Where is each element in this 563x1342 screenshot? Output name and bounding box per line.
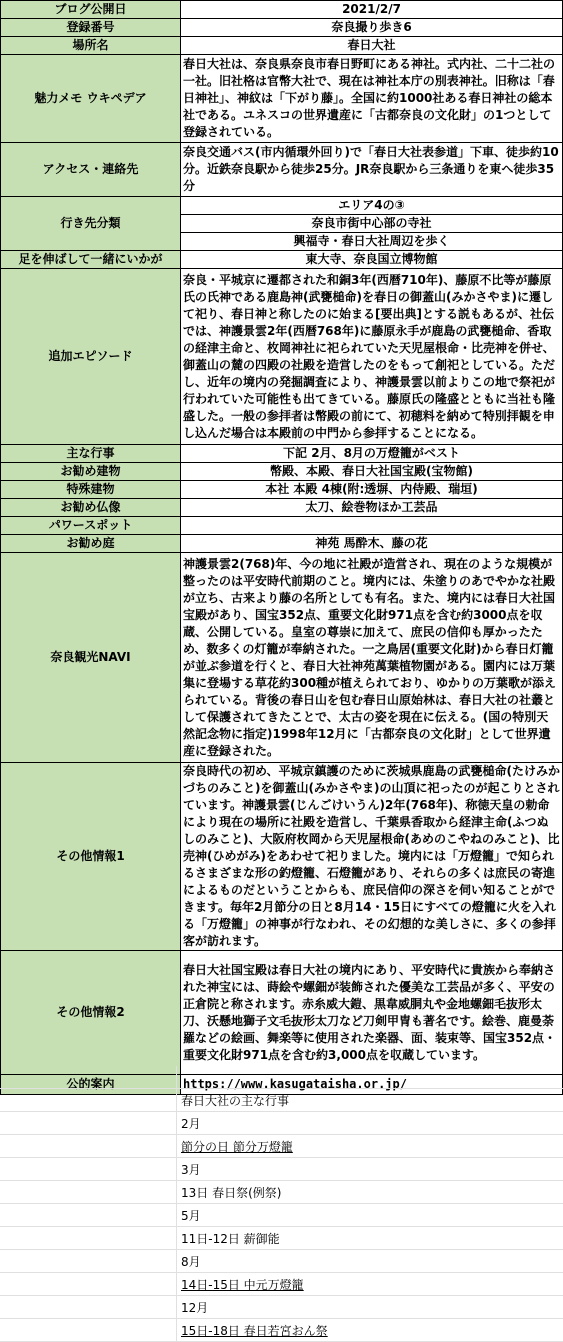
event-text: 14日-15日 中元万燈籠 xyxy=(181,1278,304,1292)
info-row xyxy=(1,1,563,19)
info-value: 奈良撮り歩き6 xyxy=(181,19,563,37)
info-value: 太刀、絵巻物ほか工芸品 xyxy=(181,499,563,517)
event-text: 11日-12日 薪御能 xyxy=(181,1232,280,1246)
info-value: 奈良交通バス(市内循環外回り)で「春日大社表参道」下車、徒歩約10分。近鉄奈良駅から徒歩25分。JR奈良駅から三条通りを東へ徒歩35分 xyxy=(181,143,563,197)
info-label: 足を伸ばして一緒にいかが xyxy=(1,251,181,269)
event-row xyxy=(0,1089,563,1112)
info-row xyxy=(1,251,563,269)
info-row xyxy=(1,37,563,55)
info-label: 魅力メモ ウキペデア xyxy=(1,55,181,143)
event-row xyxy=(0,1319,563,1342)
info-row xyxy=(1,19,563,37)
official-url[interactable]: https://www.kasugataisha.or.jp/ xyxy=(181,1075,563,1095)
info-value: 奈良市街中心部の寺社 xyxy=(181,215,563,233)
info-row xyxy=(1,763,563,951)
info-row xyxy=(1,517,563,535)
event-text: 2月 xyxy=(181,1117,201,1131)
info-label: 奈良観光NAVI xyxy=(1,553,181,763)
info-label: 主な行事 xyxy=(1,445,181,463)
info-row xyxy=(1,143,563,197)
info-label: お勧め庭 xyxy=(1,535,181,553)
event-row xyxy=(0,1227,563,1250)
info-value: 奈良時代の初め、平城京鎮護のために茨城県鹿島の武甕槌命(たけみかづちのみこと)を御蓋山(みかさやま)の山頂に祀ったのが起こりとされています。神護景雲(じんごけいうん)2年(768年)、称徳天皇の勅命により現在の場所に社殿を造営し、千葉県香取から経津主命(ふつぬしのみこと)、大阪府枚岡から天児屋根命(あめのこやねのみこと)、比売神(ひめがみ)をあわせて祀りました。境内には「万燈籠」で知られるさまざまな形の釣燈籠、石燈籠があり、それらの多くは庶民の寄進によるものだということからも、庶民信仰の深さを伺い知ることができます。毎年2月節分の日と8月14・15日にすべての燈籠に火を入れる「万燈籠」の神事が行なわれ、その幻想的な美しさに、多くの参拝客が訪れます。 xyxy=(181,763,563,951)
event-row xyxy=(0,1204,563,1227)
event-text: 12月 xyxy=(181,1301,209,1315)
info-row xyxy=(1,553,563,763)
info-value: 下記 2月、8月の万燈籠がベスト xyxy=(181,445,563,463)
info-label: 特殊建物 xyxy=(1,481,181,499)
info-value: 奈良・平城京に遷都された和銅3年(西暦710年)、藤原不比等が藤原氏の氏神である鹿島神(武甕槌命)を春日の御蓋山(みかさやま)に遷して祀り、春日神と称したのに始まる[要出典]とする説もあるが、社伝では、神護景雲2年(西暦768年)に藤原永手が鹿島の武甕槌命、香取の経津主命と、枚岡神社に祀られていた天児屋根命・比売神を併せ、御蓋山の麓の四殿の社殿を造営したのをもって創祀としている。ただし、近年の境内の発掘調査により、神護景雲以前よりこの地で祭祀が行われていた可能性も出てきている。藤原氏の隆盛とともに当社も隆盛した。一般の参拝者は幣殿の前にて、初穂料を納めて特別拝観を申し込んだ場合は本殿前の中門から参拝することになる。 xyxy=(181,269,563,445)
info-value: 本社 本殿 4棟(附:透塀、内侍殿、瑞垣) xyxy=(181,481,563,499)
info-value xyxy=(181,517,563,535)
info-value: 神苑 馬酔木、藤の花 xyxy=(181,535,563,553)
info-row xyxy=(1,481,563,499)
info-label: 公的案内 xyxy=(1,1075,181,1095)
event-text: 3月 xyxy=(181,1163,201,1177)
info-value: 春日大社は、奈良県奈良市春日野町にある神社。式内社、二十二社の一社。旧社格は官幣大社で、現在は神社本庁の別表神社。旧称は「春日神社」、神紋は「下がり藤」。全国に約1000社ある春日神社の総本社である。ユネスコの世界遺産に「古都奈良の文化財」の1つとして登録されている。 xyxy=(181,55,563,143)
info-row xyxy=(1,197,563,215)
event-text: 節分の日 節分万燈籠 xyxy=(181,1140,293,1154)
info-label: その他情報2 xyxy=(1,951,181,1075)
event-row xyxy=(0,1181,563,1204)
info-label: 登録番号 xyxy=(1,19,181,37)
info-value: 2021/2/7 xyxy=(181,1,563,19)
event-row xyxy=(0,1250,563,1273)
info-label: 場所名 xyxy=(1,37,181,55)
info-value: 春日大社 xyxy=(181,37,563,55)
info-value: 東大寺、奈良国立博物館 xyxy=(181,251,563,269)
info-value: 幣殿、本殿、春日大社国宝殿(宝物館) xyxy=(181,463,563,481)
info-label: その他情報1 xyxy=(1,763,181,951)
info-label: ブログ公開日 xyxy=(1,1,181,19)
event-text: 春日大社の主な行事 xyxy=(181,1094,290,1108)
info-row xyxy=(1,463,563,481)
info-row xyxy=(1,445,563,463)
event-row xyxy=(0,1066,563,1089)
info-value: エリア4の③ xyxy=(181,197,563,215)
event-text: 13日 春日祭(例祭) xyxy=(181,1186,282,1200)
info-label: アクセス・連絡先 xyxy=(1,143,181,197)
event-row xyxy=(0,1112,563,1135)
info-row xyxy=(1,269,563,445)
info-label: 追加エピソード xyxy=(1,269,181,445)
info-label: パワースポット xyxy=(1,517,181,535)
info-value: 神護景雲2(768)年、今の地に社殿が造営され、現在のような規模が整ったのは平安時代前期のこと。境内には、朱塗りのあでやかな社殿が立ち、古来より藤の名所としても有名。また、境内には春日大社国宝殿があり、国宝352点、重要文化財971点を含む約3000点を収蔵、公開している。皇室の尊崇に加えて、庶民の信仰も厚かったため、数多くの灯籠が奉納された。一之鳥居(重要文化財)から春日灯籠が並ぶ参道を行くと、春日大社神苑萬葉植物園がある。園内には万葉集に登場する草花約300種が植えられており、ゆかりの万葉歌が添えられている。背後の春日山を包む春日山原始林は、春日大社の社叢として保護されてきたことで、太古の姿を現在に伝える。(国の特別天然記念物に指定)1998年12月に「古都奈良の文化財」として世界遺産に登録された。 xyxy=(181,553,563,763)
events-list xyxy=(0,1066,563,1342)
info-row xyxy=(1,535,563,553)
event-text: 5月 xyxy=(181,1209,201,1223)
info-row xyxy=(1,951,563,1075)
info-value: 春日大社国宝殿は春日大社の境内にあり、平安時代に貴族から奉納された神宝には、蒔絵や螺鈿が装飾された優美な工芸品が多く、平安の正倉院と称されます。赤糸威大鎧、黒韋威胴丸や金地螺鈿毛抜形太刀、沃懸地獅子文毛抜形太刀など刀剣甲冑も著名です。絵巻、鹿曼荼羅などの絵画、舞楽等に使用された楽器、面、装束等、国宝352点・重要文化財971点を含む約3,000点を収蔵しています。 xyxy=(181,951,563,1075)
event-row xyxy=(0,1296,563,1319)
event-text: 15日-18日 春日若宮おん祭 xyxy=(181,1324,328,1338)
event-row xyxy=(0,1135,563,1158)
info-label: お勧め仏像 xyxy=(1,499,181,517)
info-label: 行き先分類 xyxy=(1,197,181,251)
event-row xyxy=(0,1273,563,1296)
info-value: 興福寺・春日大社周辺を歩く xyxy=(181,233,563,251)
event-row xyxy=(0,1158,563,1181)
info-label: お勧め建物 xyxy=(1,463,181,481)
info-row xyxy=(1,499,563,517)
info-row xyxy=(1,55,563,143)
event-text: 8月 xyxy=(181,1255,201,1269)
